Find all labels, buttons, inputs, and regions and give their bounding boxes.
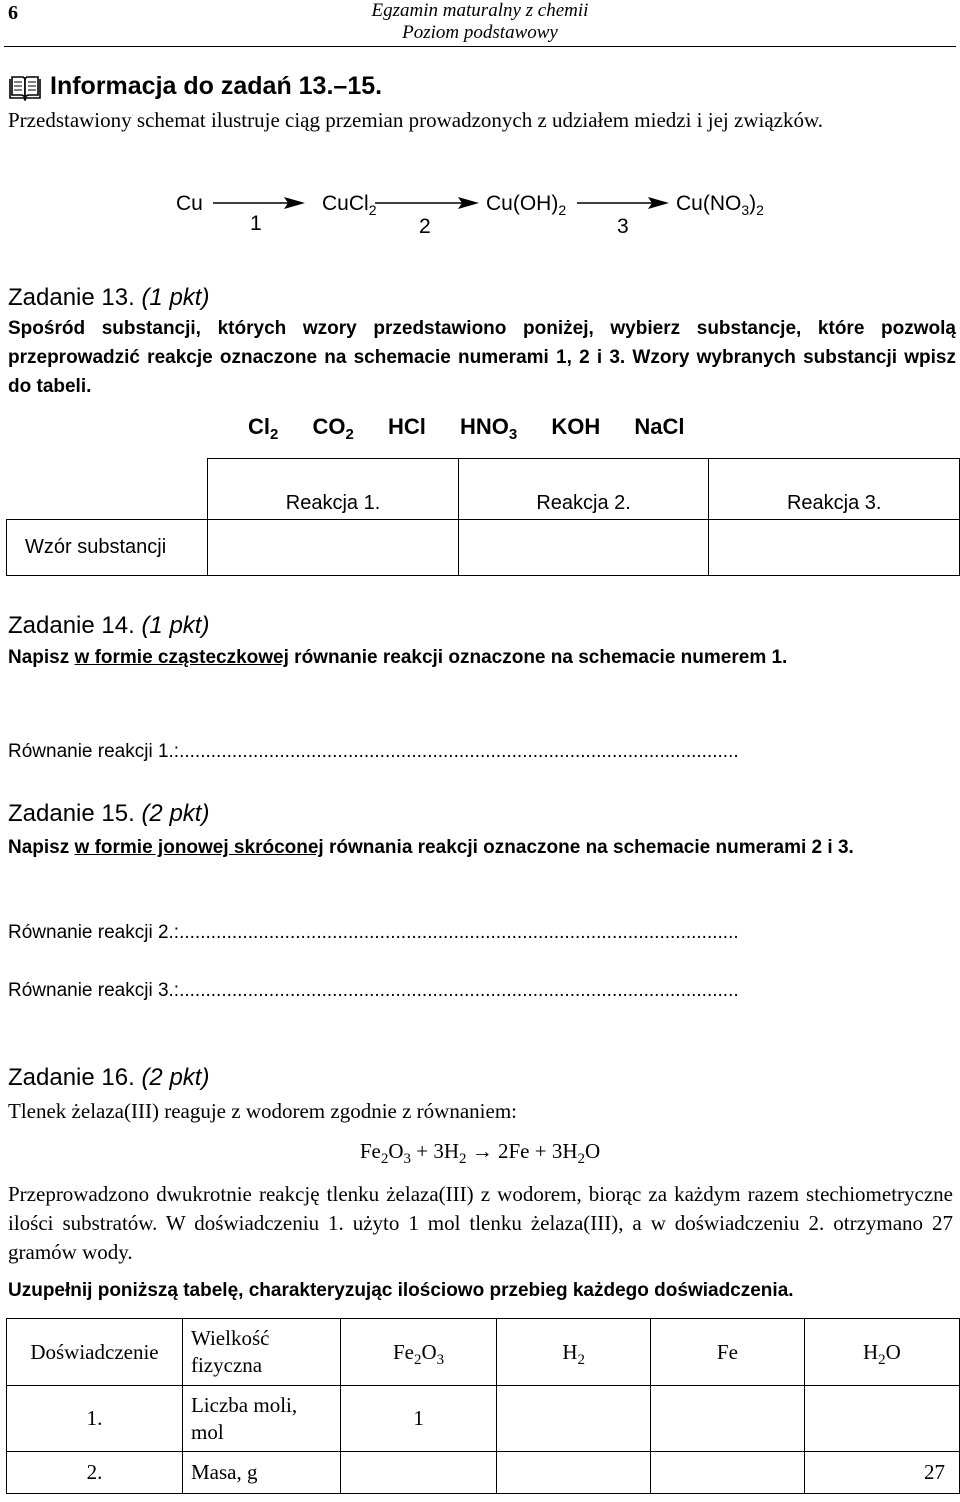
row-1-h2o-cell[interactable] bbox=[804, 1386, 959, 1452]
reaction-scheme bbox=[0, 0, 960, 260]
row-1-quantity: Liczba moli, mol bbox=[182, 1386, 340, 1452]
answer-line-reaction-3[interactable]: Równanie reakcji 3.:.......................................................................................................... bbox=[8, 980, 739, 1001]
answer-line-reaction-2[interactable]: Równanie reakcji 2.:.......................................................................................................... bbox=[8, 922, 739, 943]
row-2-fe2o3-cell[interactable] bbox=[340, 1452, 496, 1494]
task-13-table bbox=[6, 458, 960, 576]
substance-formulas bbox=[248, 414, 712, 443]
task-13-instruction: Spośród substancji, których wzory przedstawiono poniżej, wybierz substancje, które pozwolą przeprowadzić reakcje oznaczone na schemacie numerami 1, 2 i 3. Wzory wybranych substancji wpisz do tabeli. bbox=[8, 318, 956, 397]
row-label-wzor: Wzór substancji bbox=[7, 520, 208, 576]
task-15-title: Zadanie 15. (2 pkt) bbox=[8, 800, 210, 827]
task-14-instruction: Napisz w formie cząsteczkowej równanie reakcji oznaczone na schemacie numerem 1. bbox=[8, 647, 788, 668]
formula-hcl: HCl bbox=[387, 414, 426, 439]
row-1-fe-cell[interactable] bbox=[651, 1386, 805, 1452]
formula-koh: KOH bbox=[551, 414, 601, 439]
task-16-title: Zadanie 16. (2 pkt) bbox=[8, 1064, 210, 1091]
info-title: Informacja do zadań 13.–15. bbox=[50, 72, 383, 100]
formula-co2: $CO_2$ bbox=[312, 414, 354, 443]
row-1-h2-cell[interactable] bbox=[497, 1386, 651, 1452]
answer-cell-reaction-1[interactable] bbox=[208, 520, 459, 576]
formula-hno3: $HNO_3$ bbox=[459, 414, 518, 443]
formula-cl2: $Cl_2$ bbox=[248, 414, 279, 443]
scheme-cuno32: $Cu(NO_3)_2$ bbox=[676, 192, 764, 218]
header-title: Egzamin maturalny z chemii bbox=[371, 0, 589, 21]
row-1-fe2o3: 1 bbox=[340, 1386, 496, 1452]
header-fe: Fe bbox=[651, 1319, 805, 1386]
header-fe2o3: $Fe_2O_3$ bbox=[340, 1319, 496, 1386]
scheme-cucl2: CuCl$_2$ bbox=[322, 192, 377, 218]
scheme-cuoh2: $Cu(OH)_2$ bbox=[486, 192, 567, 218]
header-wielkosc-fizyczna: Wielkość fizyczna bbox=[182, 1319, 340, 1386]
formula-nacl: NaCl bbox=[634, 414, 685, 439]
scheme-label-1: 1 bbox=[250, 212, 262, 235]
info-text: Przedstawiony schemat ilustruje ciąg przemian prowadzonych z udziałem miedzi i jej związków. bbox=[8, 108, 824, 132]
task-16-intro: Tlenek żelaza(III) reaguje z wodorem zgodnie z równaniem: bbox=[8, 1099, 517, 1123]
scheme-cu: Cu bbox=[176, 192, 203, 215]
answer-cell-reaction-3[interactable] bbox=[709, 520, 960, 576]
answer-line-reaction-1[interactable]: Równanie reakcji 1.:.......................................................................................................... bbox=[8, 741, 739, 762]
row-2-h2-cell[interactable] bbox=[497, 1452, 651, 1494]
task-13-title: Zadanie 13. (1 pkt) bbox=[8, 284, 210, 311]
page-number: 6 bbox=[8, 2, 18, 24]
header-doswiadczenie: Doświadczenie bbox=[7, 1319, 183, 1386]
row-1-label: 1. bbox=[7, 1386, 183, 1452]
answer-cell-reaction-2[interactable] bbox=[458, 520, 709, 576]
reaction-equation: $Fe_2O_3 + 3H_2 \to 2Fe + 3H_2O$ bbox=[359, 1139, 601, 1167]
task-14-title: Zadanie 14. (1 pkt) bbox=[8, 612, 210, 639]
row-2-label: 2. bbox=[7, 1452, 183, 1494]
column-reaction-1: Reakcja 1. bbox=[208, 459, 459, 520]
header-subtitle: Poziom podstawowy bbox=[402, 22, 558, 43]
row-2-h2o: 27 bbox=[804, 1452, 959, 1494]
header-h2o: $H_2O$ bbox=[804, 1319, 959, 1386]
column-reaction-3: Reakcja 3. bbox=[709, 459, 960, 520]
task-15-instruction: Napisz w formie jonowej skróconej równania reakcji oznaczone na schemacie numerami 2 i 3. bbox=[8, 837, 854, 858]
row-2-fe-cell[interactable] bbox=[651, 1452, 805, 1494]
row-2-quantity: Masa, g bbox=[182, 1452, 340, 1494]
task-16-instruction: Uzupełnij poniższą tabelę, charakteryzując ilościowo przebieg każdego doświadczenia. bbox=[8, 1280, 794, 1301]
scheme-label-2: 2 bbox=[419, 215, 431, 238]
column-reaction-2: Reakcja 2. bbox=[458, 459, 709, 520]
scheme-arrows bbox=[0, 0, 960, 260]
scheme-label-3: 3 bbox=[617, 215, 629, 238]
header-h2: $H_2$ bbox=[497, 1319, 651, 1386]
task-16-table bbox=[6, 1318, 960, 1494]
task-16-paragraph: Przeprowadzono dwukrotnie reakcję tlenku żelaza(III) z wodorem, biorąc za każdym razem stechiometryczne ilości substratów. W doświadczeniu 1. użyto 1 mol tlenku żelaza(III), a w doświadczeniu 2. otrzymano 27 gramów wody. bbox=[8, 1182, 953, 1264]
